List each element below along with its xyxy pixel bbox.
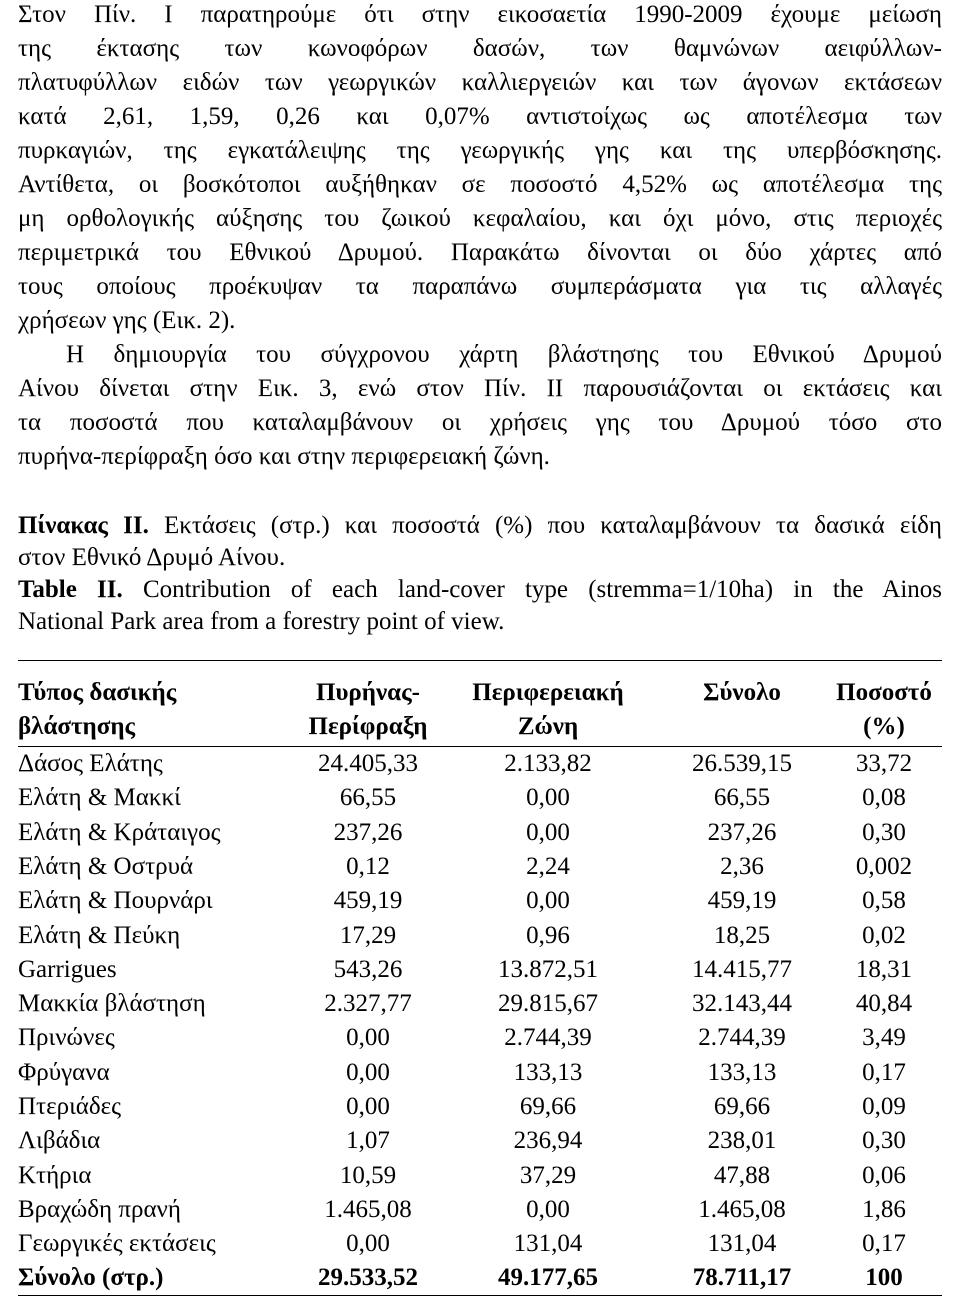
cell-total: 18,25	[713, 921, 771, 949]
cell-peripheral: 2.744,39	[504, 1024, 592, 1052]
cell-total: 32.143,44	[692, 990, 792, 1018]
cell-core: 0,12	[346, 852, 390, 880]
cell-peripheral: 0,96	[526, 921, 570, 949]
cell-type: Λιβάδια	[18, 1127, 101, 1155]
cell-peripheral: 0,00	[526, 1195, 570, 1223]
cell-type: Garrigues	[18, 955, 117, 983]
cell-peripheral: 0,00	[526, 784, 570, 812]
table-row	[18, 1193, 942, 1227]
cell-core: 1,07	[346, 1127, 390, 1155]
text-line: Στον Πίν. Ι παρατηρούμε ότι στην εικοσαετία 1990-2009 έχουμε μείωση	[18, 1, 942, 28]
cell-type: Ελάτη & Οστρυά	[18, 852, 194, 880]
cell-core: 237,26	[333, 818, 403, 846]
text-line: μη ορθολογικής αύξησης του ζωικού κεφαλαίου, και όχι μόνο, στις περιοχές	[18, 205, 942, 232]
cell-percent: 0,17	[862, 1230, 906, 1258]
cell-total: 133,13	[707, 1058, 777, 1086]
table-row	[18, 781, 942, 815]
text-line: πλατυφύλλων ειδών των γεωργικών καλλιεργειών και των άγονων εκτάσεων	[18, 69, 942, 96]
table-row	[18, 1159, 942, 1193]
cell-total: 131,04	[707, 1230, 777, 1258]
cell-core: 17,29	[339, 921, 397, 949]
cell-total: 26.539,15	[692, 750, 792, 777]
cell-total: 69,66	[713, 1093, 771, 1120]
text-line: τα ποσοστά που καταλαμβάνουν οι χρήσεις γης του Δρυμού τόσο στο	[18, 409, 942, 436]
cell-percent: 0,58	[862, 887, 906, 915]
cell-type: Ελάτη & Πεύκη	[18, 921, 181, 949]
text-line: Αντίθετα, οι βοσκότοποι αυξήθηκαν σε ποσοστό 4,52% ως αποτέλεσμα της	[18, 171, 942, 198]
table-row	[18, 1056, 942, 1090]
cell-core: 0,00	[346, 1058, 390, 1086]
caption-english-label: Table ΙΙ.	[18, 576, 123, 603]
table-row	[18, 987, 942, 1021]
header-core: Πυρήνας-	[316, 679, 420, 706]
cell-core: 1.465,08	[324, 1195, 412, 1223]
cell-type: Γεωργικές εκτάσεις	[18, 1230, 216, 1258]
cell-core: 0,00	[346, 1230, 390, 1258]
total-percent: 100	[865, 1264, 903, 1291]
cell-percent: 40,84	[855, 990, 913, 1018]
cell-total: 1.465,08	[698, 1195, 786, 1223]
table-row	[18, 953, 942, 987]
cell-type: Ελάτη & Μακκί	[18, 784, 181, 812]
cell-core: 0,00	[346, 1024, 390, 1052]
cell-percent: 3,49	[862, 1024, 906, 1052]
caption-english-line-2: National Park area from a forestry point of view.	[18, 608, 505, 635]
table-row	[18, 919, 942, 953]
header-total: Σύνολο	[703, 679, 781, 706]
cell-total: 459,19	[707, 887, 777, 915]
cell-percent: 0,09	[862, 1093, 906, 1120]
table-row	[18, 1021, 942, 1055]
header-percent: Ποσοστό	[836, 679, 932, 706]
caption-greek-line-1	[18, 511, 942, 541]
table-row	[18, 850, 942, 884]
text-line: κατά 2,61, 1,59, 0,26 και 0,07% αντιστοίχως ως αποτέλεσμα των	[18, 103, 942, 130]
table-top-rule	[18, 660, 942, 661]
cell-total: 238,01	[707, 1127, 777, 1155]
total-sum: 78.711,17	[692, 1264, 792, 1291]
header-core-2: Περίφραξη	[308, 713, 428, 740]
cell-type: Ελάτη & Κράταιγος	[18, 818, 221, 846]
table-bottom-rule	[18, 1295, 942, 1296]
cell-type: Μακκία βλάστηση	[18, 990, 206, 1018]
text-line: της έκτασης των κωνοφόρων δασών, των θαμνώνων αειφύλλων-	[18, 35, 942, 62]
cell-percent: 0,17	[862, 1058, 906, 1086]
cell-percent: 18,31	[855, 955, 913, 983]
text-line: πυρκαγιών, της εγκατάλειψης της γεωργικής γης και της υπερβόσκησης.	[18, 137, 942, 164]
cell-core: 2.327,77	[324, 990, 412, 1018]
total-peripheral: 49.177,65	[498, 1264, 598, 1291]
cell-peripheral: 133,13	[513, 1058, 583, 1086]
cell-total: 2,36	[720, 852, 764, 880]
cell-peripheral: 13.872,51	[498, 955, 598, 983]
cell-peripheral: 37,29	[519, 1161, 577, 1189]
text-line: πυρήνα-περίφραξη όσο και στην περιφερειακή ζώνη.	[18, 443, 550, 470]
cell-type: Κτήρια	[18, 1161, 92, 1189]
cell-peripheral: 0,00	[526, 887, 570, 915]
caption-english-line-1	[18, 575, 942, 605]
text-line: χρήσεων γης (Εικ. 2).	[18, 307, 236, 334]
cell-total: 47,88	[713, 1161, 771, 1189]
text-line: Η δημιουργία του σύγχρονου χάρτη βλάστησης του Εθνικού Δρυμού	[66, 341, 942, 368]
cell-type: Πτεριάδες	[18, 1093, 122, 1120]
cell-core: 459,19	[333, 887, 403, 915]
table-row	[18, 816, 942, 850]
cell-type: Φρύγανα	[18, 1058, 110, 1086]
table-header-row-1	[18, 676, 942, 710]
cell-core: 0,00	[346, 1093, 390, 1120]
cell-type: Ελάτη & Πουρνάρι	[18, 887, 213, 915]
header-type-2: βλάστησης	[18, 713, 136, 740]
table-total-row	[18, 1261, 942, 1295]
text-line: τους οποίους προέκυψαν τα παραπάνω συμπεράσματα για τις αλλαγές	[18, 273, 942, 300]
caption-greek-text: Εκτάσεις (στρ.) και ποσοστά (%) που καταλαμβάνουν τα δασικά είδη	[163, 512, 942, 539]
cell-peripheral: 2.133,82	[504, 750, 592, 777]
cell-percent: 1,86	[862, 1195, 906, 1223]
table-header-row-2	[18, 710, 942, 744]
cell-percent: 33,72	[855, 750, 913, 777]
cell-percent: 0,002	[855, 852, 913, 880]
caption-greek-line-2: στον Εθνικό Δρυμό Αίνου.	[18, 544, 286, 571]
table-row	[18, 1227, 942, 1261]
cell-peripheral: 69,66	[519, 1093, 577, 1120]
cell-type: Βραχώδη πρανή	[18, 1195, 181, 1223]
cell-percent: 0,08	[862, 784, 906, 812]
header-percent-2: (%)	[863, 713, 905, 740]
cell-percent: 0,30	[862, 818, 906, 846]
caption-english-text: Contribution of each land-cover type (stremma=1/10ha) in the Ainos	[142, 576, 942, 603]
cell-type: Δάσος Ελάτης	[18, 750, 163, 777]
table-row	[18, 884, 942, 918]
cell-peripheral: 2,24	[526, 852, 570, 880]
cell-percent: 0,02	[862, 921, 906, 949]
cell-core: 24.405,33	[318, 750, 418, 777]
cell-peripheral: 29.815,67	[498, 990, 598, 1018]
header-peripheral-2: Ζώνη	[517, 713, 579, 740]
table-row	[18, 1124, 942, 1158]
cell-peripheral: 236,94	[513, 1127, 583, 1155]
cell-percent: 0,06	[862, 1161, 906, 1189]
table-row	[18, 747, 942, 781]
header-peripheral: Περιφερειακή	[472, 679, 624, 706]
text-line: Αίνου δίνεται στην Εικ. 3, ενώ στον Πίν. ΙΙ παρουσιάζονται οι εκτάσεις και	[18, 375, 942, 402]
total-core: 29.533,52	[318, 1264, 418, 1291]
cell-total: 237,26	[707, 818, 777, 846]
caption-greek-label: Πίνακας ΙΙ.	[18, 512, 149, 539]
cell-peripheral: 131,04	[513, 1230, 583, 1258]
table-row	[18, 1090, 942, 1124]
cell-type: Πρινώνες	[18, 1024, 115, 1052]
cell-total: 14.415,77	[692, 955, 792, 983]
total-label: Σύνολο (στρ.)	[18, 1264, 164, 1291]
cell-core: 543,26	[333, 955, 403, 983]
cell-core: 66,55	[339, 784, 397, 812]
header-type: Τύπος δασικής	[18, 679, 177, 706]
cell-total: 66,55	[713, 784, 771, 812]
cell-total: 2.744,39	[698, 1024, 786, 1052]
text-line: περιμετρικά του Εθνικού Δρυμού. Παρακάτω δίνονται οι δύο χάρτες από	[18, 239, 942, 266]
cell-percent: 0,30	[862, 1127, 906, 1155]
cell-peripheral: 0,00	[526, 818, 570, 846]
cell-core: 10,59	[339, 1161, 397, 1189]
